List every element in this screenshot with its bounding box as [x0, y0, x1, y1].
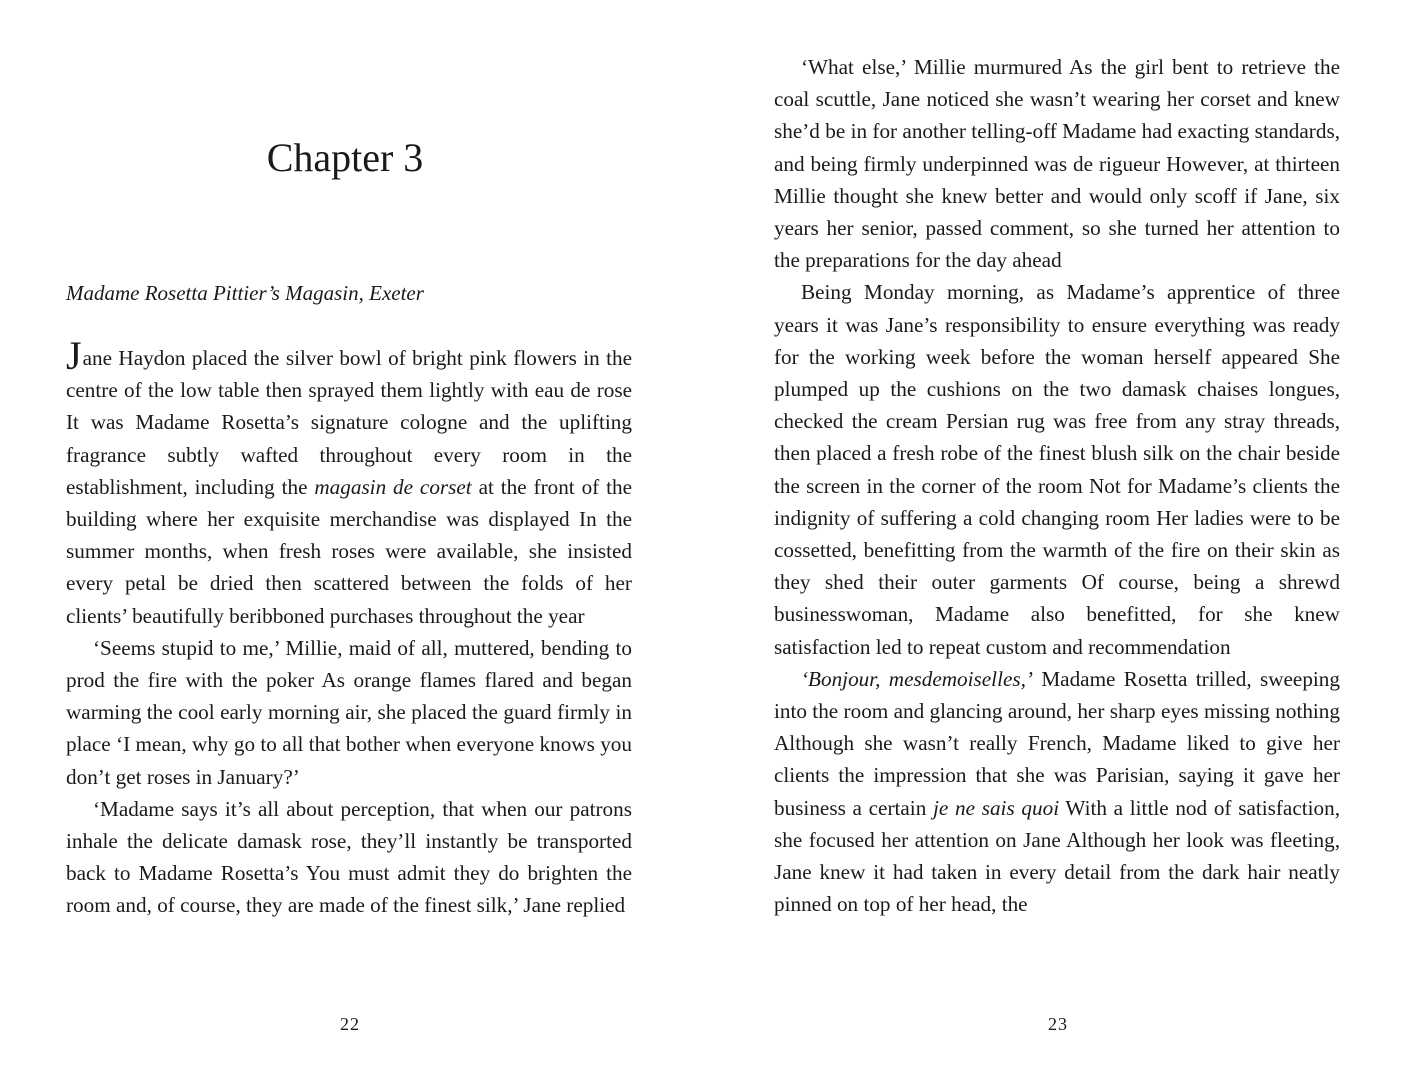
left-page-body	[66, 333, 632, 922]
page-number: 22	[340, 1014, 360, 1034]
paragraph: ‘Bonjour, mesdemoiselles,’ Madame Rosetta trilled, sweeping into the room and glancing around, her sharp eyes missing nothing Although she wasn’t really French, Madame liked to give her clients the impression that she was Parisian, saying it gave her business a certain je ne sais quoi With a little nod of satisfaction, she focused her attention on Jane Although her look was fleeting, Jane knew it had taken in every detail from the dark hair neatly pinned on top of her head, the	[774, 666, 1340, 917]
chapter-location: Madame Rosetta Pittier’s Magasin, Exeter	[66, 281, 424, 305]
drop-cap: J	[66, 333, 82, 378]
paragraph: Jane Haydon placed the silver bowl of bright pink flowers in the centre of the low table then sprayed them lightly with eau de rose It was Madame Rosetta’s signature cologne and the uplifting fragrance subtly wafted throughout every room in the establishment, including the magasin de corset at the front of the building where her exquisite merchandise was displayed In the summer months, when fresh roses were available, she insisted every petal be dried then scattered between the folds of her clients’ beautifully beribboned purchases throughout the year	[66, 333, 632, 628]
right-page-body	[774, 51, 1340, 920]
paragraph: ‘What else,’ Millie murmured As the girl bent to retrieve the coal scuttle, Jane noticed she wasn’t wearing her corset and knew she’d be in for another telling-off Madame had exacting standards, and being firmly underpinned was de rigueur However, at thirteen Millie thought she knew better and would only scoff if Jane, six years her senior, passed comment, so she turned her attention to the preparations for the day ahead	[774, 55, 1340, 273]
page-number: 23	[1048, 1014, 1068, 1034]
chapter-title: Chapter 3	[266, 135, 424, 180]
paragraph: Being Monday morning, as Madame’s apprentice of three years it was Jane’s responsibility to ensure everything was ready for the working week before the woman herself appeared She plumped up the cushions on the two damask chaises longues, checked the cream Persian rug was free from any stray threads, then placed a fresh robe of the finest blush silk on the chair beside the screen in the corner of the room Not for Madame’s clients the indignity of suffering a cold changing room Her ladies were to be cossetted, benefitting from the warmth of the fire on their skin as they shed their outer garments Of course, being a shrewd businesswoman, Madame also benefitted, for she knew satisfaction led to repeat custom and recommendation	[774, 280, 1340, 659]
paragraph: ‘Madame says it’s all about perception, that when our patrons inhale the delicate damask rose, they’ll instantly be transported back to Madame Rosetta’s You must admit they do brighten the room and, of course, they are made of the finest silk,’ Jane replied	[66, 796, 632, 918]
paragraph: ‘Seems stupid to me,’ Millie, maid of all, muttered, bending to prod the fire with the poker As orange flames flared and began warming the cool early morning air, she placed the guard firmly in place ‘I mean, why go to all that bother when everyone knows you don’t get roses in January?’	[66, 635, 632, 789]
